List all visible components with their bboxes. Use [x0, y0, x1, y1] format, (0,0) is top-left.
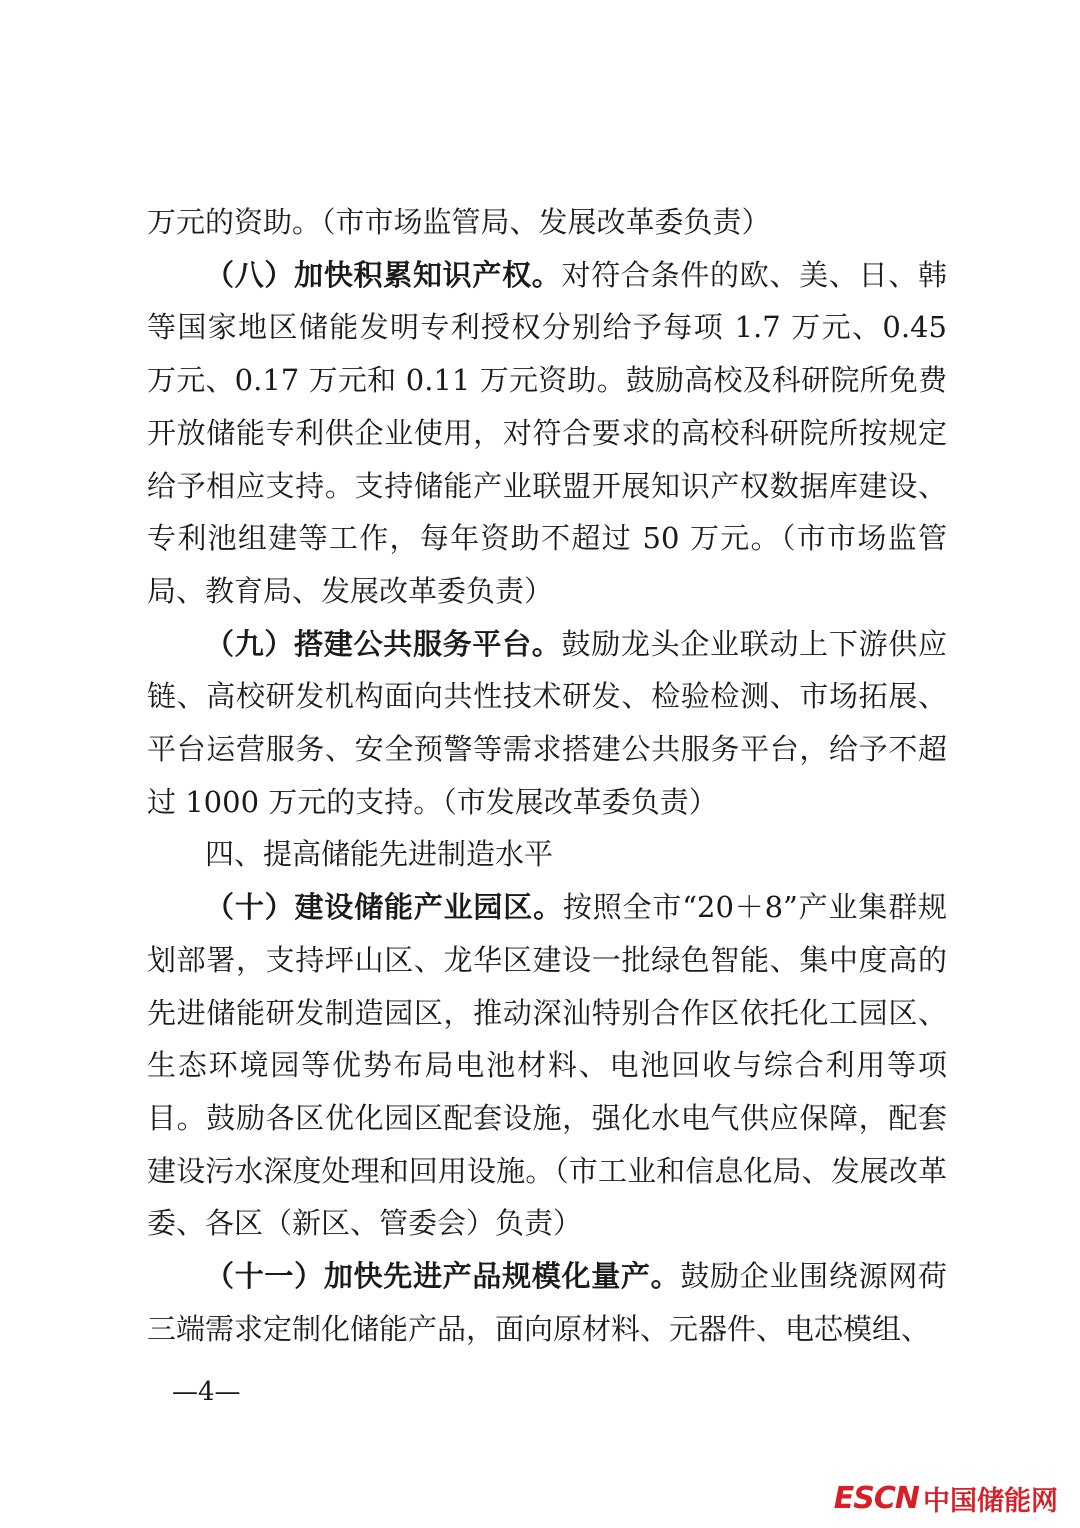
paragraph-text: 万元的资助。（市市场监管局、发展改革委负责） — [147, 205, 771, 239]
page-number: —4— — [172, 1377, 241, 1407]
paragraph-9 — [147, 618, 947, 829]
paragraph-8 — [147, 249, 947, 618]
paragraph-title: （八）加快积累知识产权。 — [205, 257, 562, 292]
paragraph-text: 按照全市“20＋8”产业集群规划部署，支持坪山区、龙华区建设一批绿色智能、集中度高的先进储能研发制造园区，推动深汕特别合作区依托化工园区、生态环境园等优势布局电池材料、电池回收与综合利用等项目。鼓励各区优化园区配套设施，强化水电气供应保障，配套建设污水深度处理和回用设施。（市工业和信息化局、发展改革委、各区（新区、管委会）负责） — [147, 890, 947, 1241]
section-heading: 四、提高储能先进制造水平 — [205, 837, 554, 872]
paragraph-11 — [147, 1250, 947, 1355]
paragraph-10 — [147, 881, 947, 1250]
paragraph-text: 鼓励企业围绕源网荷三端需求定制化储能产品，面向原材料、元器件、电芯模组、 — [147, 1259, 947, 1346]
watermark-en: ESCN — [833, 1480, 919, 1516]
paragraph-continuation — [147, 196, 947, 249]
paragraph-title: （九）搭建公共服务平台。 — [205, 626, 562, 661]
watermark-cn: 中国储能网 — [923, 1485, 1058, 1517]
paragraph-text: 鼓励龙头企业联动上下游供应链、高校研发机构面向共性技术研发、检验检测、市场拓展、平台运营服务、安全预警等需求搭建公共服务平台，给予不超过 1000 万元的支持。（市发展改革委负责） — [147, 626, 947, 819]
escn-watermark-logo — [834, 1478, 1058, 1518]
paragraph-title: （十）建设储能产业园区。 — [205, 890, 563, 925]
paragraph-text: 对符合条件的欧、美、日、韩等国家地区储能发明专利授权分别给予每项 1.7 万元、0.45 万元、0.17 万元和 0.11 万元资助。鼓励高校及科研院所免费开放储能专利供企业使用，对符合要求的高校科研院所按规定给予相应支持。支持储能产业联盟开展知识产权数据库建设、专利池组建等工作，每年资助不超过 50 万元。（市市场监管局、教育局、发展改革委负责） — [147, 257, 947, 608]
paragraph-title: （十一）加快先进产品规模化量产。 — [205, 1259, 681, 1294]
body-text — [147, 196, 947, 1355]
